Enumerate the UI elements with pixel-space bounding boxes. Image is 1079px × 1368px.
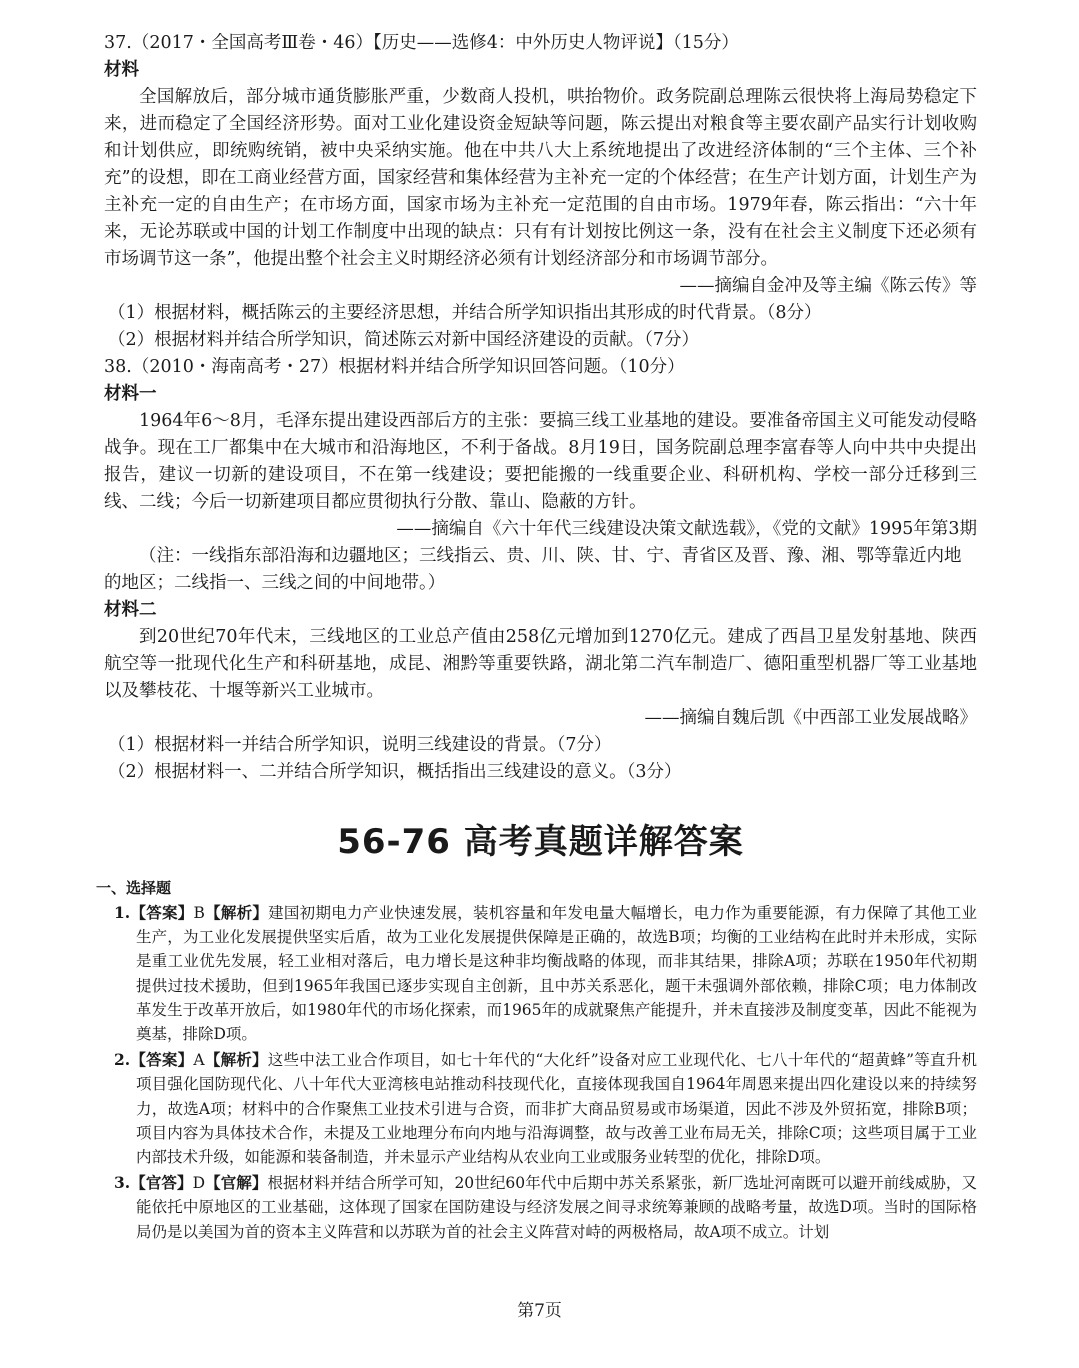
analysis-text: 建国初期电力产业快速发展，装机容量和年发电量大幅增长，电力作为重要能源，有力保障了其他工业生产，为工业化发展提供坚实后盾，故为工业化发展提供保障是正确的，故选B项；均衡的工业结构在此时并未形成，实际是重工业优先发展，轻工业相对落后，电力增长是这种非均衡战略的体现，而非其结果，排除A项；苏联在1950年代初期提供过技术援助，但到1965年我国已逐步实现自主创新，且中苏关系恶化，题干未强调外部依赖，排除C项；电力体制改革发生于改革开放后，如1980年代的市场化探索，而1965年的成就聚焦产能提升，并未直接涉及制度变革，因此不能视为奠基，排除D项。 — [136, 904, 977, 1044]
answer-choice: B — [193, 904, 205, 922]
answer-tag: 【答案】 — [130, 903, 194, 922]
q38-material2-text: 到20世纪70年代末，三线地区的工业总产值由258亿元增加到1270亿元。建成了西昌卫星发射基地、陕西航空等一批现代化生产和科研基地，成昆、湘黔等重要铁路，湖北第二汽车制造厂、德阳重型机器厂等工业基地以及攀枝花、十堰等新兴工业城市。 — [104, 627, 977, 701]
answer-item-1 — [104, 901, 977, 1046]
answer-num: 3. — [114, 1173, 131, 1193]
q38-question-1: （1）根据材料一并结合所学知识，说明三线建设的背景。（7分） — [108, 735, 612, 755]
q38-header: 38.（2010・海南高考・27）根据材料并结合所学知识回答问题。（10分） — [104, 357, 685, 377]
answer-num: 1. — [114, 903, 131, 922]
answer-choice: A — [193, 1051, 205, 1070]
q38-material2-label: 材料二 — [104, 600, 157, 620]
answers-section — [96, 877, 977, 1244]
answers-title: 56-76 高考真题详解答案 — [337, 822, 744, 862]
q37-question-1: （1）根据材料，概括陈云的主要经济思想，并结合所学知识指出其形成的时代背景。（8分） — [108, 303, 822, 323]
answer-item-3 — [104, 1171, 977, 1244]
page-number: 第7页 — [517, 1301, 562, 1321]
analysis-text: 这些中法工业合作项目，如七十年代的“大化纤”设备对应工业现代化、七八十年代的“超黄蜂”等直升机项目强化国防现代化、八十年代大亚湾核电站推动科技现代化，直接体现我国自1964年周恩来提出四化建设以来的持续努力，故选A项；材料中的合作聚焦工业技术引进与合资，而非扩大商品贸易或市场渠道，因此不涉及外贸拓宽，排除B项；项目内容为具体技术合作，未提及工业地理分布向内地与沿海调整，故与改善工业布局无关，排除C项；这些项目属于工业内部技术升级，如能源和装备制造，并未显示产业结构从农业向工业或服务业转型的优化，排除D项。 — [136, 1051, 977, 1167]
q38-note: （注：一线指东部沿海和边疆地区；三线指云、贵、川、陕、甘、宁、青省区及晋、豫、湘、鄂等靠近内地的地区；二线指一、三线之间的中间地带。） — [104, 546, 962, 593]
q38-question-2: （2）根据材料一、二并结合所学知识，概括指出三线建设的意义。（3分） — [108, 762, 682, 782]
answer-num: 2. — [114, 1050, 131, 1070]
answer-item-2 — [104, 1048, 977, 1169]
q38-material1-label: 材料一 — [104, 384, 157, 404]
question-38 — [104, 354, 977, 786]
q38-material1-source: ——摘编自《六十年代三线建设决策文献选载》，《党的文献》1995年第3期 — [396, 519, 977, 539]
answers-section-head: 一、选择题 — [96, 879, 172, 897]
q37-material-text: 全国解放后，部分城市通货膨胀严重，少数商人投机，哄抬物价。政务院副总理陈云很快将上海局势稳定下来，进而稳定了全国经济形势。面对工业化建设资金短缺等问题，陈云提出对粮食等主要农副产品实行计划收购和计划供应，即统购统销，被中央采纳实施。他在中共八大上系统地提出了改进经济体制的“三个主体、三个补充”的设想，即在工商业经营方面，国家经营和集体经营为主补充一定的个体经营；在生产计划方面，计划生产为主补充一定的自由生产；在市场方面，国家市场为主补充一定范围的自由市场。1979年春，陈云指出：“六十年来，无论苏联或中国的计划工作制度中出现的缺点：只有有计划按比例这一条，没有在社会主义制度下还必须有市场调节这一条”，他提出整个社会主义时期经济必须有计划经济部分和市场调节部分。 — [104, 87, 977, 269]
answer-tag: 【答案】 — [130, 1050, 194, 1070]
q37-material-label: 材料 — [104, 60, 139, 80]
q37-source: ——摘编自金冲及等主编《陈云传》等 — [679, 276, 977, 296]
answer-choice: D — [192, 1174, 206, 1193]
analysis-tag: 【官解】 — [205, 1173, 268, 1193]
q37-question-2: （2）根据材料并结合所学知识，简述陈云对新中国经济建设的贡献。（7分） — [108, 330, 700, 350]
analysis-tag: 【解析】 — [204, 1050, 268, 1070]
q38-material2-source: ——摘编自魏后凯《中西部工业发展战略》 — [644, 708, 977, 728]
analysis-text: 根据材料并结合所学可知，20世纪60年代中后期中苏关系紧张，新厂选址河南既可以避开前线威胁，又能依托中原地区的工业基础，这体现了国家在国防建设与经济发展之间寻求统筹兼顾的战略考量，故选D项。当时的国际格局仍是以美国为首的资本主义阵营和以苏联为首的社会主义阵营对峙的两极格局，故A项不成立。计划 — [136, 1174, 977, 1241]
q37-header: 37.（2017・全国高考Ⅲ卷・46）【历史——选修4：中外历史人物评说】（15分） — [104, 33, 739, 53]
answer-tag: 【官答】 — [130, 1173, 193, 1193]
q38-material1-text: 1964年6～8月，毛泽东提出建设西部后方的主张：要搞三线工业基地的建设。要准备帝国主义可能发动侵略战争。现在工厂都集中在大城市和沿海地区，不利于备战。8月19日，国务院副总理李富春等人向中共中央提出报告，建议一切新的建设项目，不在第一线建设；要把能搬的一线重要企业、科研机构、学校一部分迁移到三线、二线；今后一切新建项目都应贯彻执行分散、靠山、隐蔽的方针。 — [104, 411, 977, 512]
analysis-tag: 【解析】 — [204, 903, 269, 922]
question-37 — [104, 30, 977, 354]
